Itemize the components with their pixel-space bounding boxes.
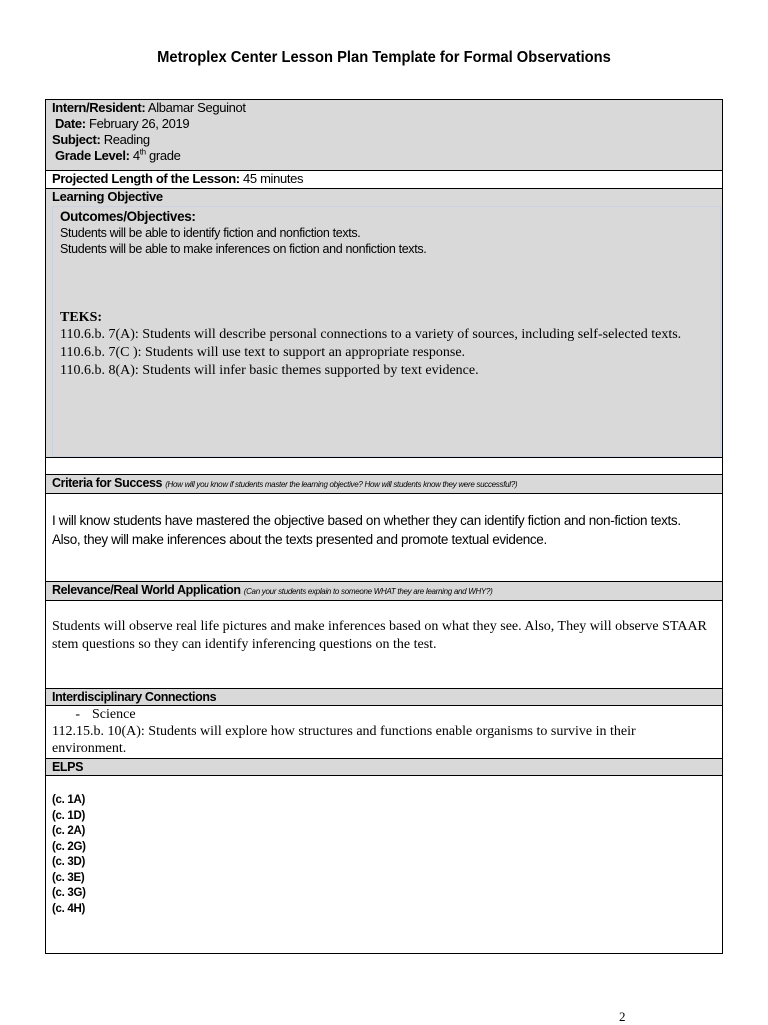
lesson-plan-table [45,99,723,954]
elps-heading: ELPS [52,760,84,774]
date-line: Date: February 26, 2019 [55,116,190,131]
spacer-row [46,458,723,475]
relevance-header [46,582,723,601]
elps-item: (c. 3E) [52,871,85,884]
elps-item: (c. 1A) [52,794,86,806]
criteria-heading: Criteria for Success [52,476,163,490]
header-info-cell [46,100,723,171]
date-value: February 26, 2019 [89,116,190,131]
length-cell: Projected Length of the Lesson: 45 minutes [46,171,723,189]
elps-content [46,776,723,954]
elps-item: (c. 2G) [52,840,86,853]
intern-value: Albamar Seguinot [147,100,246,115]
criteria-text: I will know students have mastered the objective based on whether they can identify fiction and non-fiction texts. Also, they will make inferences about the texts presented and promote textual evidence. [52,513,681,547]
objective-box [52,206,721,457]
teks-item: 110.6.b. 8(A): Students will infer basic themes supported by text evidence. [60,363,479,378]
interdisciplinary-text: 112.15.b. 10(A): Students will explore how structures and functions enable organisms to survive in their environment. [52,724,636,756]
relevance-note: (Can your students explain to someone WHAT they are learning and WHY?) [243,587,493,596]
learning-objective-heading: Learning Objective [52,189,163,204]
learning-objective-cell [46,189,723,458]
grade-line: Grade Level: 4th grade [55,147,181,163]
criteria-header [46,475,723,494]
outcome-item: Students will be able to identify fiction and nonfiction texts. [60,226,361,240]
teks-label: TEKS: [60,310,103,325]
interdisciplinary-bullet: - Science [75,707,136,722]
criteria-content [46,494,723,582]
elps-item: (c. 3G) [52,887,86,899]
elps-item: (c. 3D) [52,856,86,868]
relevance-heading: Relevance/Real World Application [52,583,241,597]
relevance-text: Students will observe real life pictures and make inferences based on what they see. Also, They will observe STAAR stem questions so they can identify inferencing questions on the test. [52,619,707,652]
subject-line: Subject: Reading [52,132,150,147]
outcome-item: Students will be able to make inferences on fiction and nonfiction texts. [60,242,427,256]
elps-header [46,759,723,776]
outcomes-label: Outcomes/Objectives: [60,209,196,224]
elps-item: (c. 1D) [52,809,86,822]
relevance-content [46,601,723,689]
teks-item: 110.6.b. 7(C ): Students will use text to support an appropriate response. [60,345,466,360]
interdisciplinary-header [46,689,723,706]
interdisciplinary-subject: Science [92,707,136,722]
elps-item: (c. 2A) [52,825,86,837]
subject-value: Reading [103,132,150,147]
teks-item: 110.6.b. 7(A): Students will describe personal connections to a variety of sources, including self-selected texts. [60,327,682,342]
intern-line: Intern/Resident: Albamar Seguinot [52,100,246,115]
page-title: Metroplex Center Lesson Plan Template for Formal Observations [157,49,611,66]
page-number: 2 [619,1009,626,1024]
interdisciplinary-heading: Interdisciplinary Connections [52,690,217,704]
elps-item: (c. 4H) [52,902,86,915]
interdisciplinary-content [46,706,723,759]
criteria-note: (How will you know if students master the learning objective? How will students know they were successful?) [165,480,518,489]
length-value: 45 minutes [243,171,304,186]
